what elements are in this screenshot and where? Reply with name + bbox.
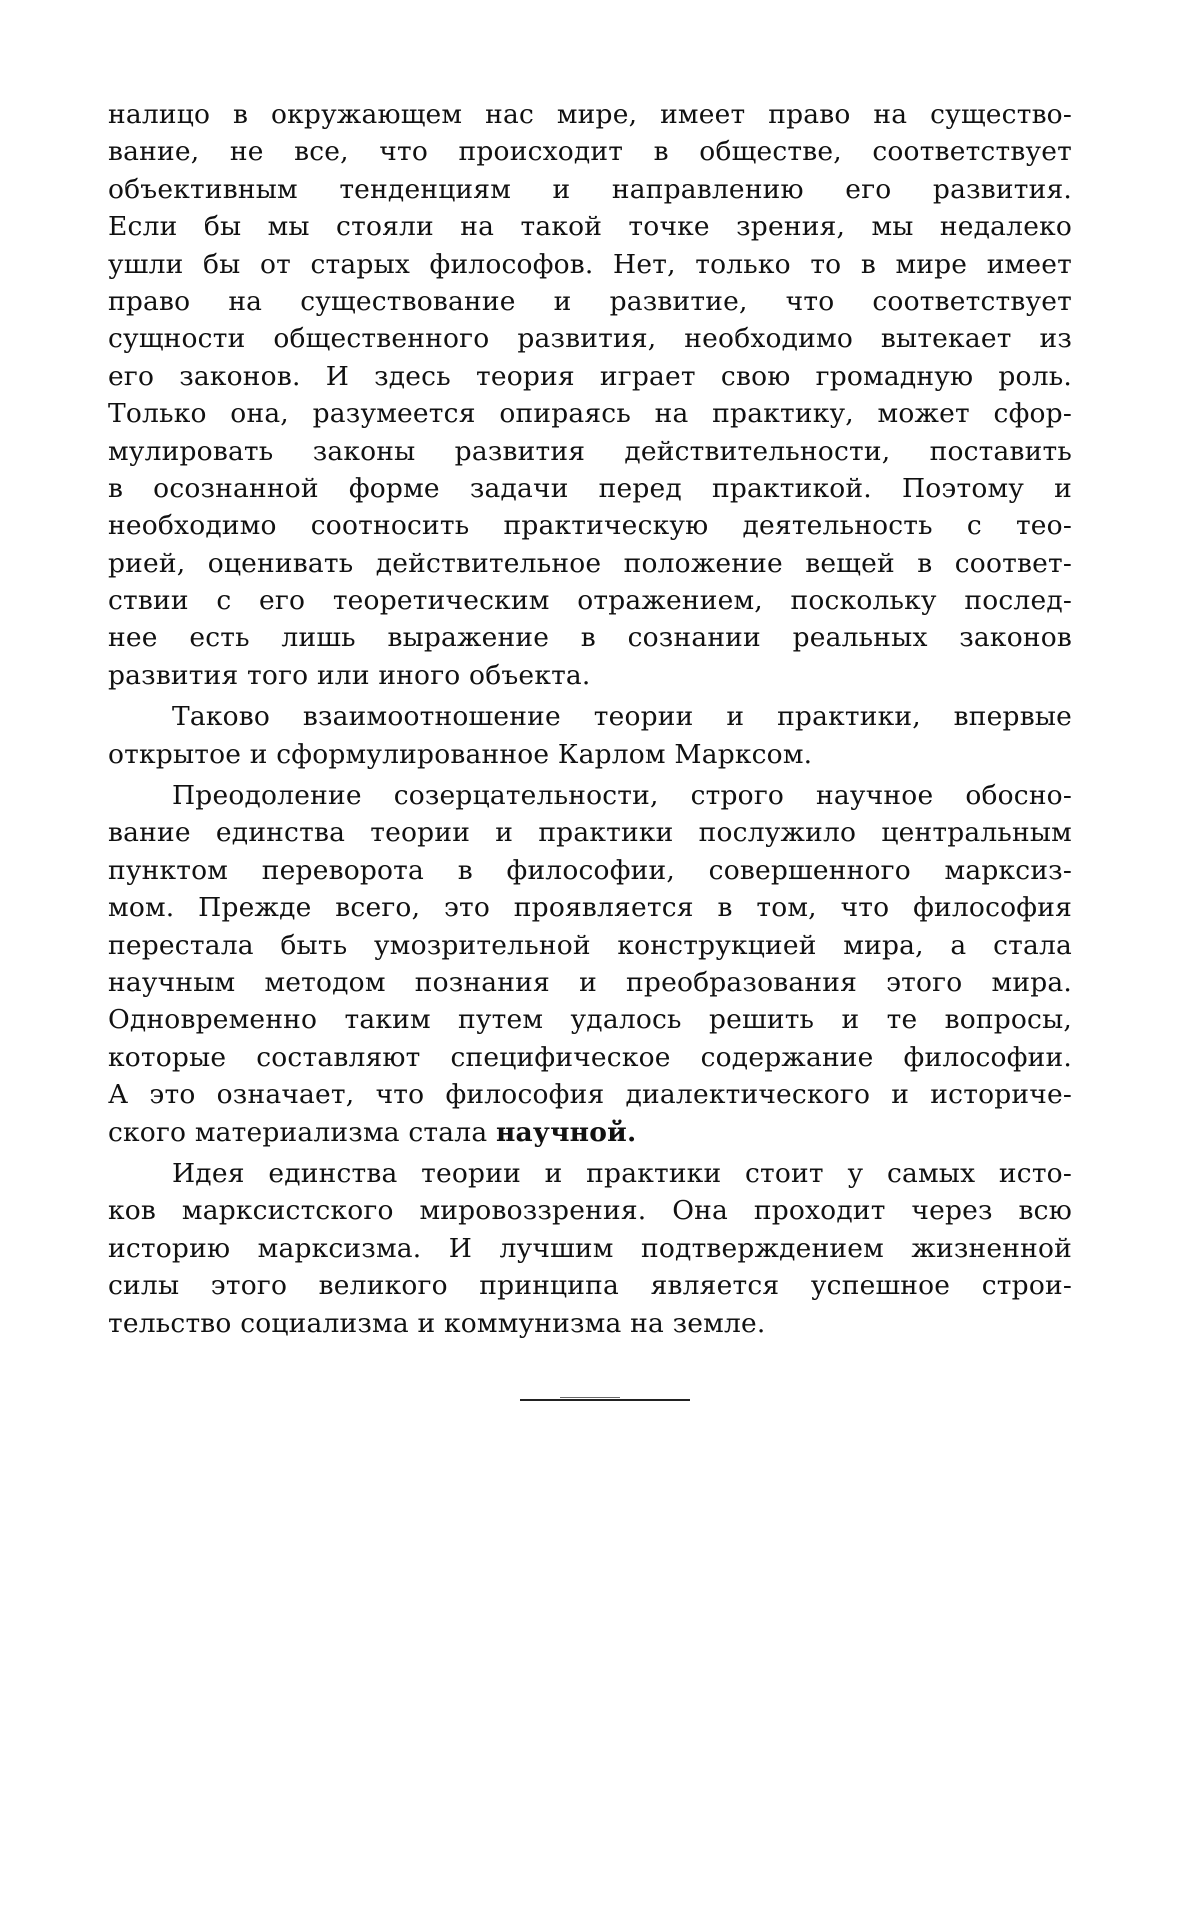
text-line: необходимо соотносить практическую деятельность с тео-: [108, 510, 1072, 542]
text-line: историю марксизма. И лучшим подтверждением жизненной: [108, 1232, 1072, 1264]
text-line: открытое и сформулированное Карлом Марксом.: [108, 738, 813, 770]
text-line: сущности общественного развития, необходимо вытекает из: [108, 323, 1072, 355]
text-line: развития того или иного объекта.: [108, 659, 591, 691]
text-line: Если бы мы стояли на такой точке зрения, мы недалеко: [108, 211, 1072, 243]
text-line: тельство социализма и коммунизма на земле.: [108, 1307, 766, 1339]
text-line: Только она, разумеется опираясь на практику, может сфор-: [108, 398, 1072, 430]
text-line: силы этого великого принципа является успешное строи-: [108, 1270, 1072, 1302]
text-line: пунктом переворота в философии, совершенного марксиз-: [108, 854, 1072, 886]
text-line: Идея единства теории и практики стоит у самых исто-: [172, 1157, 1072, 1189]
text-line: перестала быть умозрительной конструкцией мира, а стала: [108, 929, 1072, 961]
text-line: ков марксистского мировоззрения. Она проходит через всю: [108, 1195, 1072, 1227]
section-end-rule: [520, 1399, 690, 1401]
text-line: налицо в окружающем нас мире, имеет право на существо-: [108, 99, 1072, 130]
text-line: в осознанной форме задачи перед практикой. Поэтому и: [108, 472, 1072, 504]
text-run: ского материализма стала: [108, 1116, 496, 1148]
paragraph-2: [108, 698, 1072, 773]
body-text: [108, 96, 1072, 1346]
text-line: Одновременно таким путем удалось решить и те вопросы,: [108, 1004, 1072, 1036]
text-line: А это означает, что философия диалектического и историче-: [108, 1079, 1072, 1111]
paragraph-4: [108, 1155, 1072, 1342]
text-line: [108, 1114, 1072, 1151]
text-line: которые составляют специфическое содержание философии.: [108, 1041, 1072, 1073]
paragraph-1: [108, 96, 1072, 694]
text-line: его законов. И здесь теория играет свою громадную роль.: [108, 360, 1072, 392]
text-line: рией, оценивать действительное положение вещей в соответ-: [108, 547, 1072, 579]
emphasized-word: научной.: [495, 1116, 637, 1148]
paragraph-3: [108, 777, 1072, 1151]
text-line: Таково взаимоотношение теории и практики, впервые: [172, 701, 1072, 733]
text-line: научным методом познания и преобразования этого мира.: [108, 966, 1072, 998]
text-line: объективным тенденциям и направлению его развития.: [108, 173, 1072, 205]
text-line: ствии с его теоретическим отражением, поскольку послед-: [108, 585, 1072, 617]
text-line: нее есть лишь выражение в сознании реальных законов: [108, 622, 1072, 654]
section-end-rule-accent: [560, 1397, 620, 1398]
text-line: мулировать законы развития действительности, поставить: [108, 435, 1072, 467]
text-line: вание, не все, что происходит в обществе, соответствует: [108, 136, 1072, 168]
text-line: мом. Прежде всего, это проявляется в том, что философия: [108, 892, 1072, 924]
text-line: ушли бы от старых философов. Нет, только то в мире имеет: [108, 248, 1072, 280]
text-line: Преодоление созерцательности, строго научное обосно-: [172, 780, 1072, 812]
text-line: вание единства теории и практики послужило центральным: [108, 817, 1072, 849]
text-line: право на существование и развитие, что соответствует: [108, 285, 1072, 317]
